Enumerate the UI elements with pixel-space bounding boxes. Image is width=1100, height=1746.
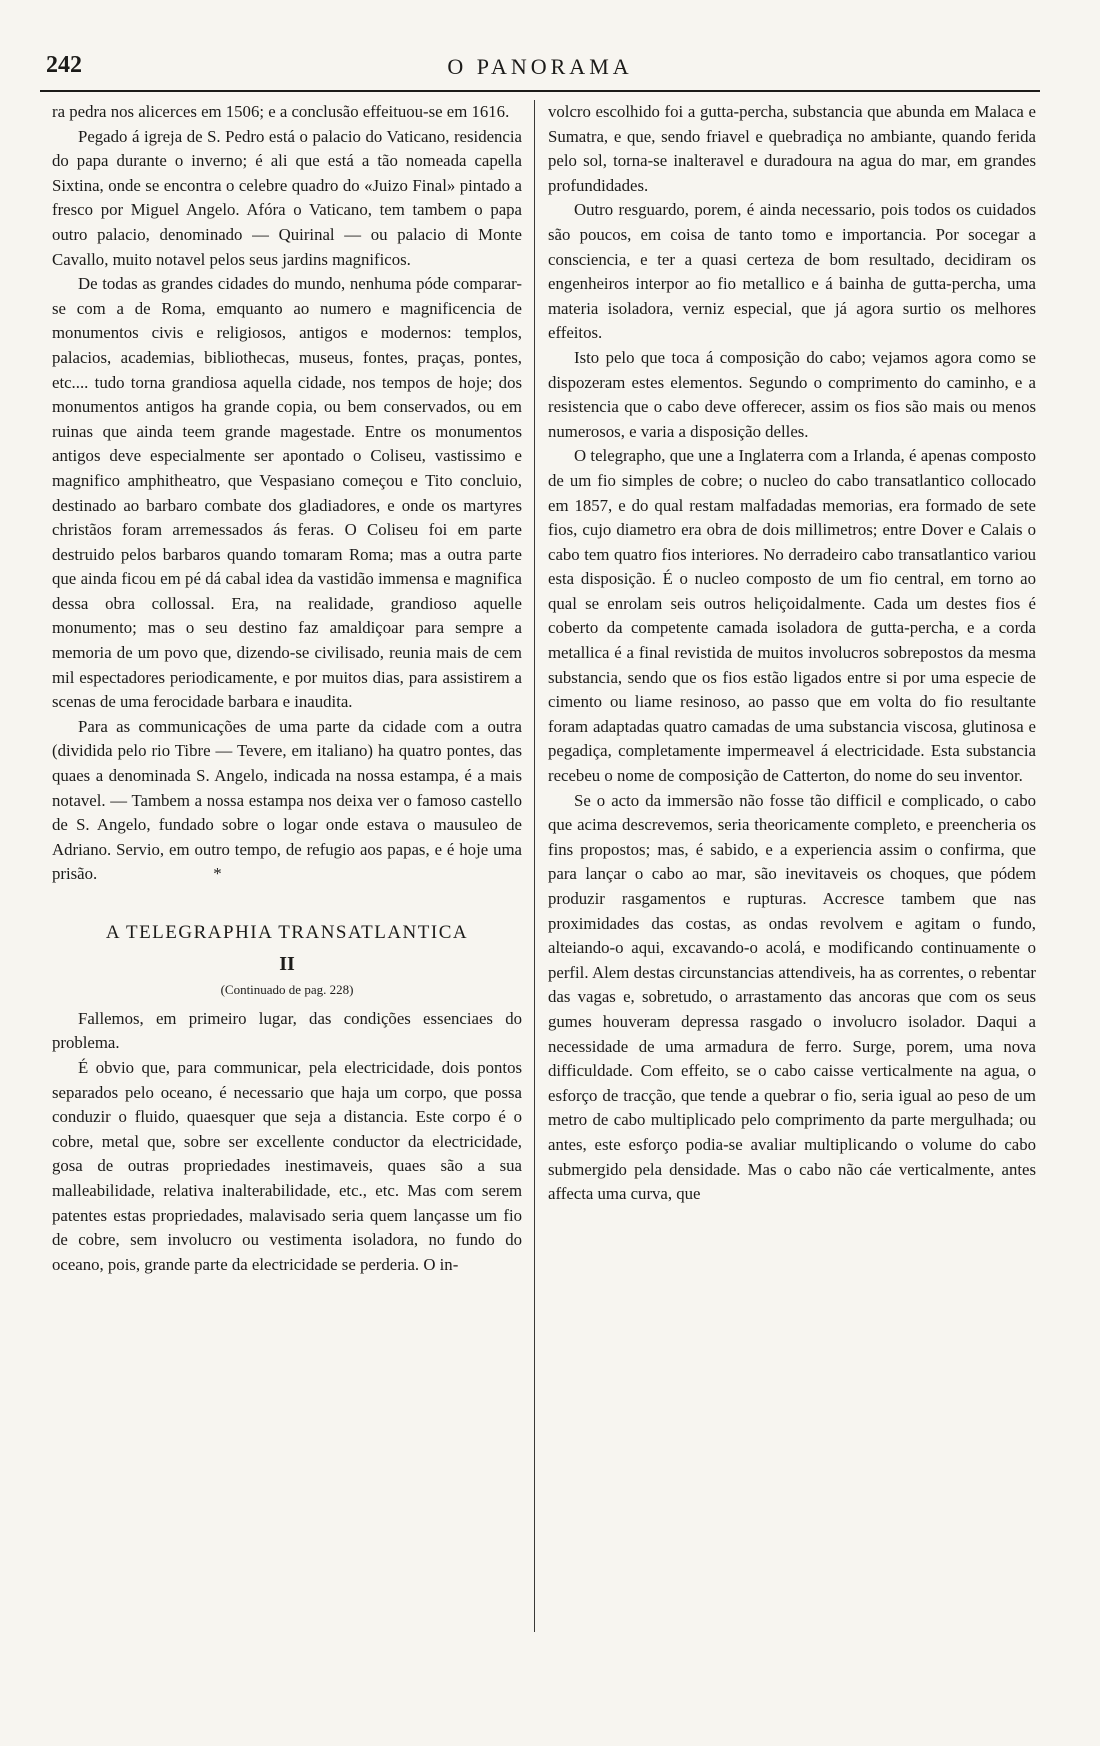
end-mark: * [213,864,222,884]
paragraph: volcro escolhido foi a gutta-percha, substancia que abunda em Malaca e Sumatra, e que, sendo friavel e quebradiça no ambiante, quando ferida pelo sol, torna-se inalteravel e duradoura na agua do mar, em grandes profundidades. [548,102,1036,195]
page-number: 242 [46,52,82,78]
running-title: O PANORAMA [447,54,633,79]
paragraph: De todas as grandes cidades do mundo, nenhuma póde comparar-se com a de Roma, emquanto ao numero e magnificencia de monumentos civis e religiosos, antigos e modernos: templos, palacios, academias, bibliothecas, museus, fontes, praças, pontes, etc.... tudo torna grandiosa aquella cidade, nos tempos de hoje; dos monumentos antigos ha grande copia, ou bem conservados, ou em ruinas que ainda teem grande magestade. Entre os monumentos antigos deve especialmente ser apontado o Coliseu, vastissimo e magnifico amphitheatro, que Vespasiano começou e Tito concluio, destinado ao barbaro combate dos gladiadores, e onde os martyres christãos foram arremessados ás feras. O Coliseu foi em parte destruido pelos barbaros quando tomaram Roma; mas a outra parte que ainda ficou em pé dá cabal idea da vastidão immensa e magnifica dessa obra collossal. Era, na realidade, grandioso aquelle monumento; mas o seu destino faz amaldiçoar para sempre a memoria de um povo que, dizendo-se civilisado, reunia mais de cem mil espectadores periodicamente, e por muitos dias, para assistirem a scenas de uma ferocidade barbara e inaudita. [52,274,522,712]
paragraph: Isto pelo que toca á composição do cabo; vejamos agora como se dispozeram estes elementos. Segundo o comprimento do caminho, e a resistencia que o cabo deve offerecer, assim os fios são mais ou menos numerosos, e varia a disposição delles. [548,347,1036,441]
paragraph [52,715,522,887]
section-number: II [279,952,295,975]
page-header [40,52,1040,92]
column-divider [534,100,535,1632]
header-rule [40,90,1040,92]
paragraph: O telegrapho, que une a Inglaterra com a Irlanda, é apenas composto de um fio simples de cobre; o nucleo do cabo transatlantico collocado em 1857, e do qual restam malfadadas memorias, era formado de sete fios, cujo diametro era obra de dois millimetros; entre Dover e Calais o cabo tem quatro fios interiores. No derradeiro cabo transatlantico variou esta disposição. É o nucleo composto de um fio central, em torno ao qual se enrolam seis outros heliçoidalmente. Cada um destes fios é coberto da competente camada isoladora de gutta-percha, e a corda metallica é a final revistida de muitos involucros sobrepostos da mesma substancia, sendo que os fios estão ligados entre si por uma especie de cimento ou liame resinoso, ao passo que em volta do fio resultante foram adaptadas quatro camadas de uma substancia viscosa, glutinosa e pegadiça, completamente impermeavel á electricidade. Esta substancia recebeu o nome de composição de Catterton, do nome do seu inventor. [548,446,1036,786]
right-column [548,100,1036,1736]
left-column [52,100,522,1736]
section-title: A TELEGRAPHIA TRANSATLANTICA [105,922,469,943]
continued-note: (Continuado de pag. 228) [220,982,354,998]
paragraph: É obvio que, para communicar, pela electricidade, dois pontos separados pelo oceano, é necessario que haja um corpo, que possa conduzir o fluido, quaesquer que seja a distancia. Este corpo é o cobre, metal que, sobre ser excellente conductor da electricidade, gosa de outras propriedades inestimaveis, quaes são a sua malleabilidade, relativa inalterabilidade, etc., etc. Mas com serem patentes estas propriedades, malavisado seria quem lançasse um fio de cobre, sem involucro ou vestimenta isoladora, no fundo do oceano, pois, grande parte da electricidade se perderia. O in- [52,1057,522,1274]
paragraph: Fallemos, em primeiro lugar, das condições essenciaes do problema. [52,1008,522,1053]
paragraph: Se o acto da immersão não fosse tão difficil e complicado, o cabo que acima descrevemos, seria theoricamente completo, e preencheria os fins propostos; mas, é sabido, e a experiencia assim o confirma, que para lançar o cabo ao mar, são inevitaveis os choques, que pódem produzir rasgamentos e rupturas. Accresce tambem que nas proximidades das costas, as ondas revolvem e agitam o fundo, alteiando-o aqui, excavando-o acolá, e modificando continuamente o perfil. Alem destas circunstancias attendiveis, ha as correntes, o rebentar das vagas e, sobretudo, o arrastamento das ancoras que com os seus gumes houveram depressa rasgado o involucro isolador. Daqui a necessidade de uma armadura de ferro. Surge, porem, uma nova difficuldade. Com effeito, se o cabo caisse verticalmente na agua, o esforço de tracção, que tende a quebrar o fio, seria igual ao peso de um metro de cabo multiplicado pelo comprimento da parte mergulhada; ou antes, este esforço podia-se avaliar multiplicando o volume do cabo submergido pela densidade. Mas o cabo não cáe verticalmente, antes affecta uma curva, que [548,790,1036,1204]
paragraph: ra pedra nos alicerces em 1506; e a conclusão effeituou-se em 1616. [52,102,510,121]
paragraph-text: Para as communicações de uma parte da cidade com a outra (dividida pelo rio Tibre — Tevere, em italiano) ha quatro pontes, das quaes a denominada S. Angelo, indicada na nossa estampa, é a mais notavel. — Tambem a nossa estampa nos deixa ver o famoso castello de S. Angelo, fundado sobre o logar onde estava o mausuleo de Adriano. Servio, em outro tempo, de refugio aos papas, e é hoje uma prisão. [52,716,522,884]
paragraph: Pegado á igreja de S. Pedro está o palacio do Vaticano, residencia do papa durante o inverno; é ali que está a tão nomeada capella Sixtina, onde se encontra o celebre quadro do «Juizo Final» pintado a fresco por Miguel Angelo. Afóra o Vaticano, tem tambem o papa outro palacio, denominado — Quirinal — ou palacio di Monte Cavallo, muito notavel pelos seus jardins magnificos. [52,126,522,269]
paragraph: Outro resguardo, porem, é ainda necessario, pois todos os cuidados são poucos, em coisa de tanto tomo e importancia. Por socegar a consciencia, e ter a quasi certeza de bom resultado, decidiram os engenheiros interpor ao fio metallico e á bainha de gutta-percha, uma materia isoladora, verniz especial, que já agora surtio os melhores effeitos. [548,200,1036,343]
